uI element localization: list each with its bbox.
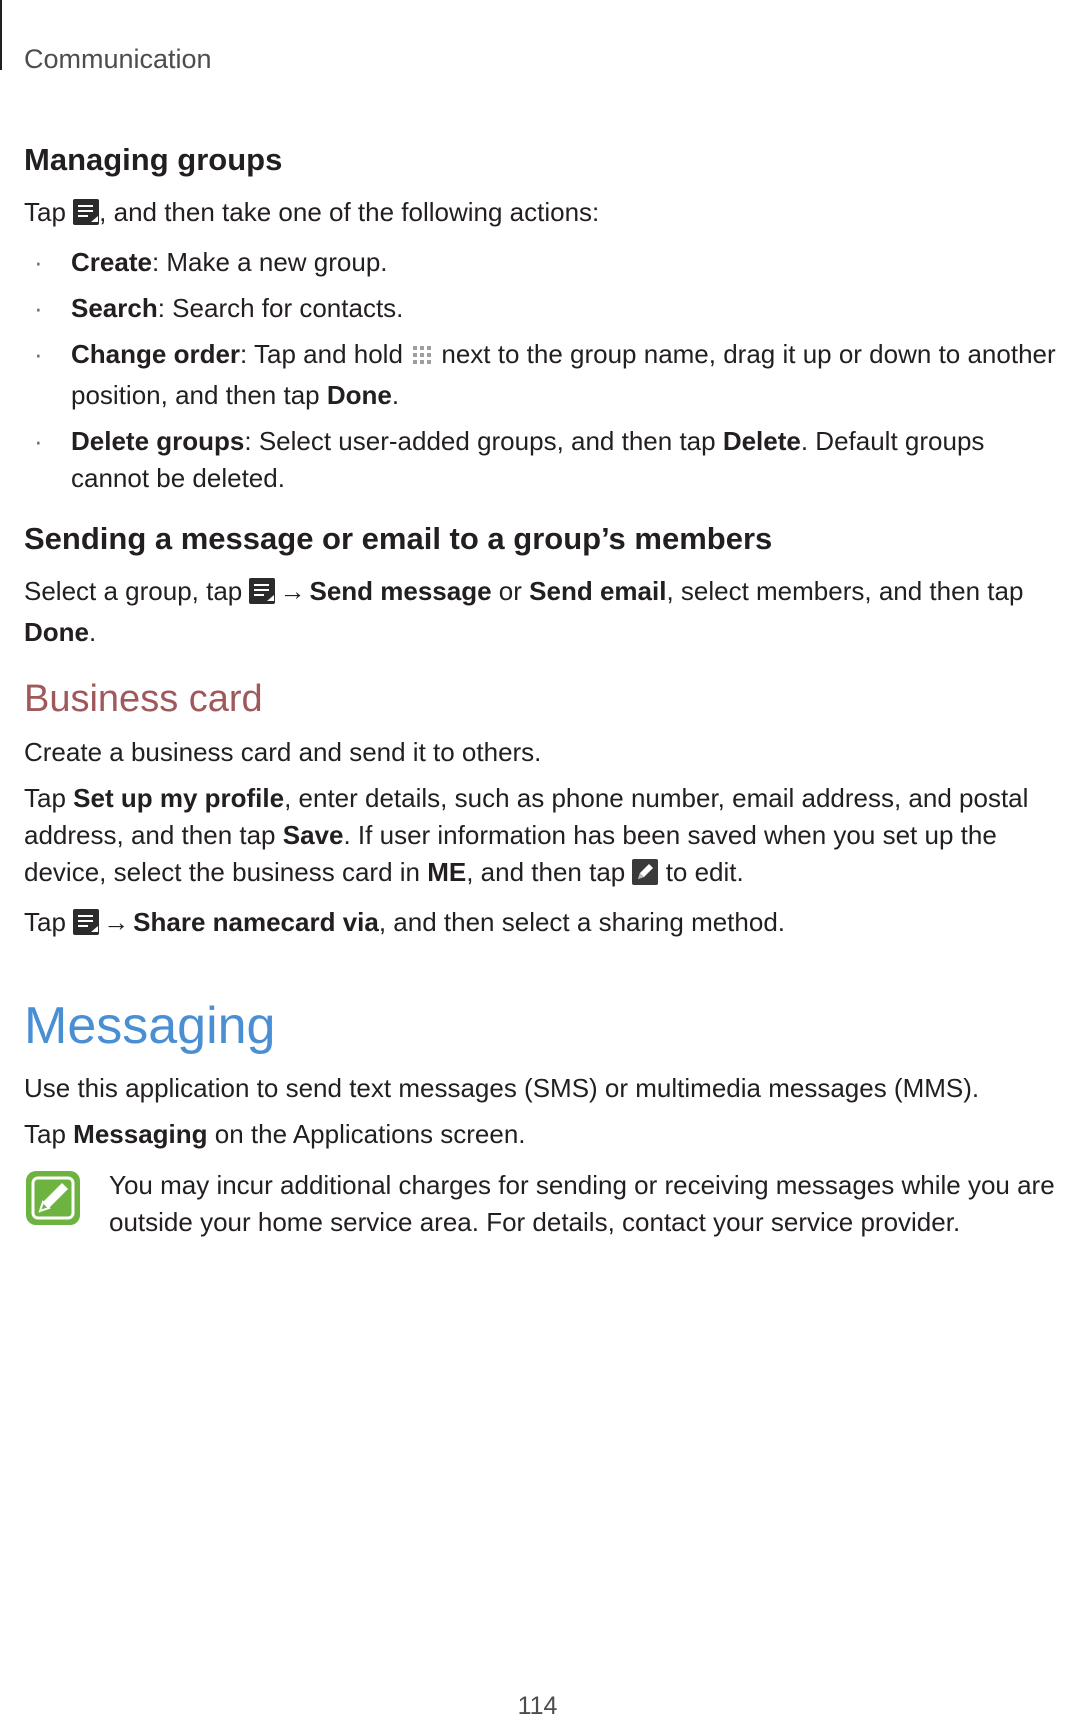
business-card-intro: Create a business card and send it to others.	[24, 737, 542, 767]
managing-groups-heading: Managing groups	[24, 142, 283, 177]
edit-pencil-icon	[632, 858, 658, 895]
managing-groups-intro: Tap , and then take one of the following actions:	[24, 194, 1064, 235]
list-item: · Search: Search for contacts.	[34, 293, 404, 323]
group-actions-list	[24, 244, 1064, 497]
messaging-heading: Messaging	[24, 997, 276, 1055]
messaging-open: Tap Messaging on the Applications screen.	[24, 1119, 526, 1149]
sending-heading: Sending a message or email to a group’s members	[24, 521, 773, 556]
business-card-share: Tap → Share namecard via, and then select a sharing method.	[24, 904, 1064, 945]
page-number: 114	[517, 1692, 558, 1720]
menu-icon	[249, 577, 275, 614]
list-item: · Create: Make a new group.	[34, 247, 388, 277]
messaging-intro: Use this application to send text messages (SMS) or multimedia messages (MMS).	[24, 1073, 980, 1103]
menu-icon	[73, 198, 99, 235]
corner-rule	[0, 0, 2, 70]
business-card-setup: Tap Set up my profile, enter details, such as phone number, email address, and postal address, and then tap Save. If user information has been saved when you set up the device, select the business card in ME, and then tap to edit.	[24, 780, 1064, 895]
list-item: · Delete groups: Select user-added groups, and then tap Delete. Default groups cannot be deleted.	[34, 426, 985, 493]
running-header: Communication	[24, 44, 212, 74]
menu-icon	[73, 908, 99, 945]
page-content	[24, 140, 1064, 1241]
note-text: You may incur additional charges for sending or receiving messages while you are outside your home service area. For details, contact your service provider.	[109, 1170, 1055, 1237]
list-item: · Change order: Tap and hold next to the group name, drag it up or down to another position, and then tap Done.	[34, 339, 1056, 410]
sending-paragraph: Select a group, tap → Send message or Send email, select members, and then tap Done.	[24, 576, 1024, 647]
drag-handle-icon	[410, 340, 434, 377]
note-pencil-icon	[24, 1169, 82, 1232]
note-box	[24, 1167, 1064, 1241]
business-card-heading: Business card	[24, 678, 263, 720]
